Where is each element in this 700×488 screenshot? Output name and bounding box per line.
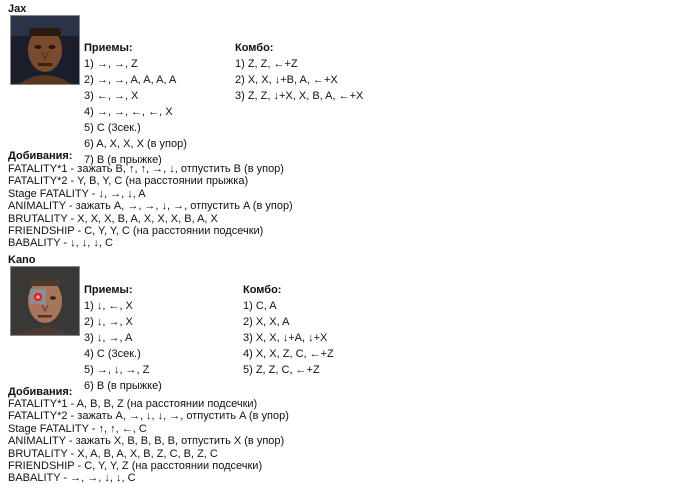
- finisher-item: BABALITY - ↓, ↓, ↓, C: [8, 237, 113, 250]
- finishers-list: [8, 163, 293, 250]
- moves-heading: Приемы:: [84, 42, 133, 54]
- combo-item: 2) X, X, ↓+B, A, ←+X: [235, 74, 338, 86]
- moves-heading: Приемы:: [84, 284, 133, 296]
- finisher-item: FATALITY*1 - A, B, B, Z (на расстоянии подсечки): [8, 398, 258, 410]
- finisher-item: FATALITY*2 - Y, B, Y, C (на расстоянии прыжка): [8, 175, 249, 188]
- kano-portrait-image: [10, 266, 80, 336]
- finisher-item: Stage FATALITY - ↑, ↑, ←, C: [8, 422, 147, 435]
- combo-heading: Комбо:: [235, 42, 274, 54]
- finisher-item: FATALITY*1 - зажать B, ↑, ↑, →, ↓, отпустить B (в упор): [8, 163, 284, 175]
- move-item: 4) →, →, ←, ←, X: [84, 106, 173, 118]
- combo-item: 1) Z, Z, ←+Z: [235, 58, 298, 70]
- move-item: 1) →, →, Z: [84, 58, 138, 70]
- finishers-heading: Добивания:: [8, 386, 73, 398]
- finisher-item: BABALITY - →, →, ↓, ↓, C: [8, 472, 136, 485]
- finisher-item: BRUTALITY - X, X, X, B, A, X, X, X, B, A, X: [8, 212, 218, 225]
- finisher-item: FRIENDSHIP - C, Y, Y, C (на расстоянии подсечки): [8, 224, 264, 237]
- character-name: Kano: [8, 254, 36, 266]
- finisher-item: Stage FATALITY - ↓, →, ↓, A: [8, 187, 146, 200]
- finishers-list: [8, 398, 289, 485]
- combo-heading: Комбо:: [243, 284, 282, 296]
- move-item: 5) C (3сек.): [84, 122, 141, 134]
- combo-column: [235, 40, 363, 104]
- combo-item: 2) X, X, A: [243, 316, 290, 328]
- combo-item: 3) X, X, ↓+A, ↓+X: [243, 332, 328, 344]
- finisher-item: FRIENDSHIP - C, Y, Y, Z (на расстоянии подсечки): [8, 459, 263, 472]
- character-name: Jax: [8, 3, 27, 15]
- move-item: 6) B (в прыжке): [84, 380, 162, 392]
- combo-item: 4) X, X, Z, C, ←+Z: [243, 348, 334, 360]
- finisher-item: BRUTALITY - X, A, B, A, X, B, Z, C, B, Z, C: [8, 447, 218, 460]
- move-item: 6) A, X, X, X (в упор): [84, 138, 187, 150]
- combo-item: 3) Z, Z, ↓+X, X, B, A, ←+X: [235, 90, 364, 102]
- finishers-heading: Добивания:: [8, 150, 73, 162]
- finisher-item: ANIMALITY - зажать X, B, B, B, B, отпустить X (в упор): [8, 435, 285, 448]
- move-item: 2) →, →, A, A, A, A: [84, 74, 177, 86]
- moves-column: [84, 40, 187, 168]
- move-item: 4) C (3сек.): [84, 348, 141, 360]
- combo-item: 5) Z, Z, C, ←+Z: [243, 364, 320, 376]
- moves-column: [84, 282, 162, 394]
- finisher-item: ANIMALITY - зажать A, →, →, ↓, →, отпустить A (в упор): [8, 200, 293, 213]
- move-item: 2) ↓, →, X: [84, 316, 133, 328]
- move-item: 5) →, ↓, →, Z: [84, 364, 150, 376]
- move-item: 3) ←, →, X: [84, 90, 139, 102]
- move-item: 7) B (в прыжке): [84, 154, 162, 166]
- combo-item: 1) C, A: [243, 300, 277, 312]
- move-item: 3) ↓, →, A: [84, 332, 133, 344]
- move-item: 1) ↓, ←, X: [84, 300, 133, 312]
- combo-column: [243, 282, 334, 378]
- jax-portrait-image: [10, 15, 80, 85]
- finisher-item: FATALITY*2 - зажать A, →, ↓, ↓, →, отпустить A (в упор): [8, 410, 289, 423]
